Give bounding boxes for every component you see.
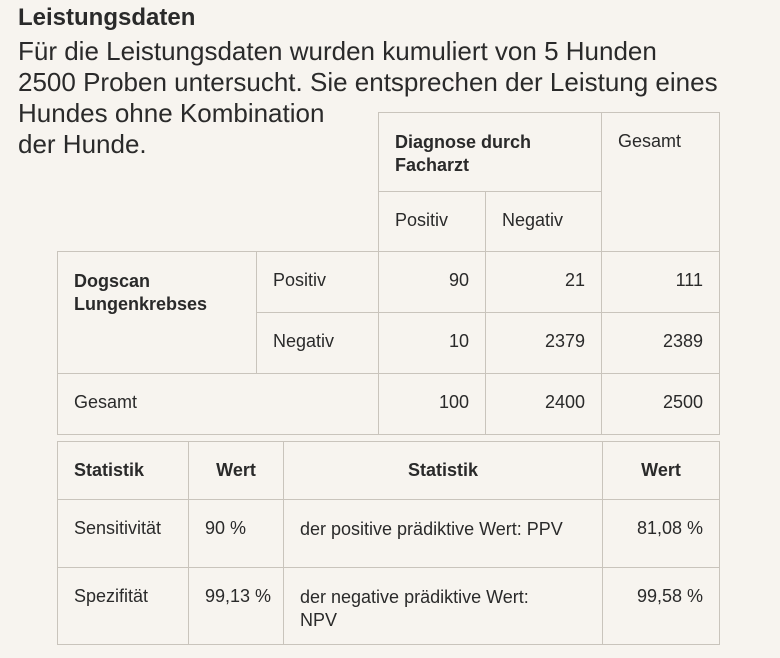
col-header-total: Gesamt	[601, 112, 720, 252]
stats-header-name2: Statistik	[283, 441, 603, 500]
cell-neg-total: 2389	[601, 312, 720, 374]
col-header-diagnosis: Diagnose durch Facharzt	[378, 112, 602, 192]
stats-row-value2: 81,08 %	[602, 499, 720, 568]
stats-row-name1: Sensitivität	[57, 499, 189, 568]
stats-row-name2: der positive prädiktive Wert: PPV	[283, 499, 603, 568]
stats-row-name1: Spezifität	[57, 567, 189, 645]
cell-pos-neg: 21	[485, 251, 602, 313]
cell-total-neg: 2400	[485, 373, 602, 435]
row-label-total: Gesamt	[57, 373, 379, 435]
cell-pos-total: 111	[601, 251, 720, 313]
intro-line: der Hunde.	[18, 129, 147, 159]
stats-header-value2: Wert	[602, 441, 720, 500]
cell-neg-pos: 10	[378, 312, 486, 374]
cell-total-pos: 100	[378, 373, 486, 435]
stats-row-value1: 99,13 %	[188, 567, 284, 645]
row-header-dogscan: Dogscan Lungenkrebses	[57, 251, 257, 374]
stats-row-value2: 99,58 %	[602, 567, 720, 645]
stats-row-name2: der negative prädiktive Wert: NPV	[283, 567, 603, 645]
intro-line: Für die Leistungsdaten wurden kumuliert von 5 Hunden	[18, 36, 657, 66]
stats-header-value1: Wert	[188, 441, 284, 500]
row-label-negative: Negativ	[256, 312, 379, 374]
col-header-positive: Positiv	[378, 191, 486, 252]
cell-pos-pos: 90	[378, 251, 486, 313]
row-label-positive: Positiv	[256, 251, 379, 313]
intro-line: Hundes ohne Kombination	[18, 98, 325, 128]
intro-line: 2500 Proben untersucht. Sie entsprechen der Leistung eines	[18, 67, 718, 97]
page-title: Leistungsdaten	[18, 4, 196, 31]
stats-row-value1: 90 %	[188, 499, 284, 568]
cell-neg-neg: 2379	[485, 312, 602, 374]
cell-total-total: 2500	[601, 373, 720, 435]
stats-header-name1: Statistik	[57, 441, 189, 500]
col-header-negative: Negativ	[485, 191, 602, 252]
